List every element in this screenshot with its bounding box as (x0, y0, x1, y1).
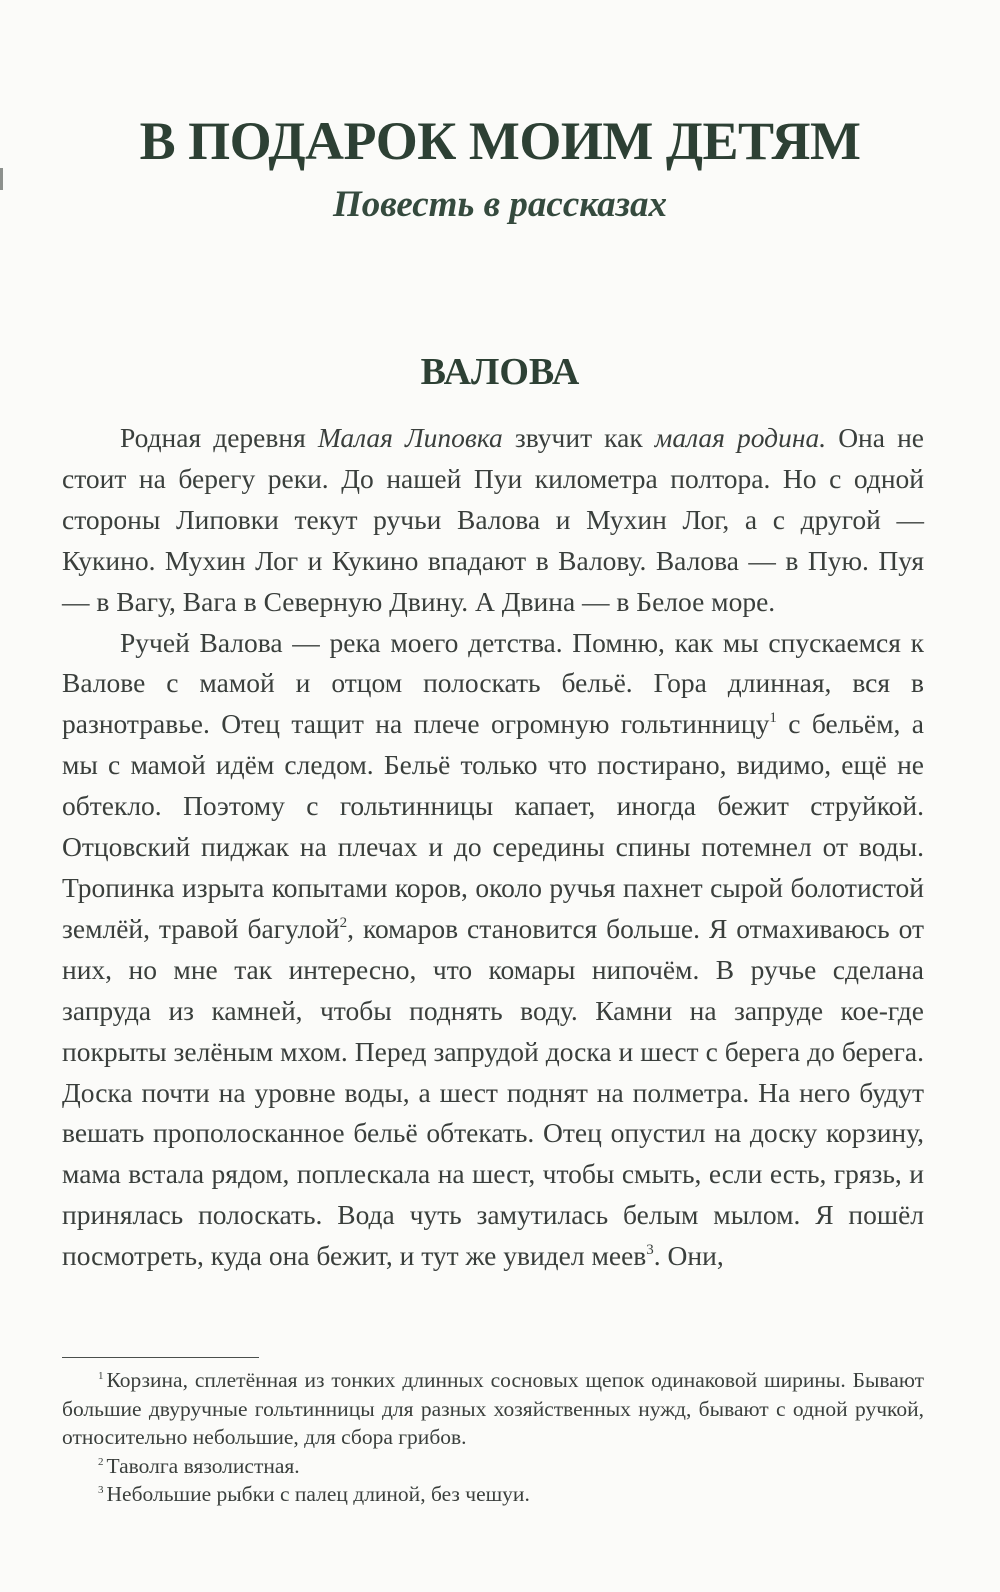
italic-phrase: Малая Липовка (317, 422, 503, 453)
footnote-divider (62, 1357, 259, 1358)
footnotes (62, 1366, 924, 1509)
body-text (62, 418, 924, 1277)
footnote-marker: 1 (98, 1370, 104, 1382)
paragraph-text: Ручей Валова — река моего детства. Помню, как мы спускаемся к Валове с мамой и отцом полоскать бельё. Гора длинная, вся в разнотравье. Отец тащит на плече огромную гольтинницу (62, 626, 924, 740)
paragraph-2 (62, 623, 924, 1278)
footnote-ref[interactable]: 1 (769, 710, 777, 727)
paragraph-text: , комаров становится больше. Я отмахиваюсь от них, но мне так интересно, что комары нипочём. В ручье сделана запруда из камней, чтобы поднять воду. Камни на запруде кое-где покрыты зелёным мхом. Перед запрудой доска и шест с берега до берега. Доска почти на уровне воды, а шест поднят на полметра. На него будут вешать прополосканное бельё обтекать. Отец опустил на доску корзину, мама встала рядом, поплескала на шест, чтобы смыть, если есть, грязь, и принялась полоскать. Вода чуть замутилась белым мылом. Я пошёл посмотреть, куда она бежит, и тут же увидел меев (62, 912, 925, 1272)
footnote-3 (62, 1480, 924, 1509)
italic-phrase: малая родина. (654, 422, 827, 453)
footnote-2 (62, 1452, 924, 1481)
chapter-title: ВАЛОВА (420, 351, 580, 393)
footnote-text: Корзина, сплетённая из тонких длинных сосновых щепок одинаковой ширины. Бывают большие двуручные гольтинницы для разных хозяйственных нужд, бывают с одной ручкой, относительно небольшие, для сбора грибов. (62, 1368, 924, 1449)
footnote-text: Небольшие рыбки с палец длиной, без чешуи. (106, 1482, 530, 1506)
paragraph-text: Родная деревня (120, 422, 318, 453)
paragraph-text: Она не стоит на берегу реки. До нашей Пуи километра полтора. Но с одной стороны Липовки текут ручьи Валова и Мухин Лог, а с другой — Кукино. Мухин Лог и Кукино впадают в Валову. Валова — в Пую. Пуя — в Вагу, Вага в Северную Двину. А Двина — в Белое море. (62, 422, 924, 617)
footnote-marker: 3 (98, 1484, 104, 1496)
footnote-marker: 2 (98, 1455, 104, 1468)
paragraph-text: звучит как (502, 422, 655, 453)
footnote-1 (62, 1366, 924, 1452)
footnote-ref[interactable]: 3 (646, 1242, 654, 1259)
paragraph-text: . Они, (653, 1240, 724, 1272)
book-subtitle: Повесть в рассказах (332, 184, 668, 225)
footnote-text: Таволга вязолистная. (106, 1453, 300, 1478)
paragraph-1 (62, 418, 924, 623)
footnote-ref[interactable]: 2 (339, 914, 348, 931)
paragraph-text: с бельём, а мы с мамой идём следом. Бельё только что постирано, видимо, ещё не обтекло. Поэтому с гольтинницы капает, иногда бежит струйкой. Отцовский пиджак на плечах и до середины спины потемнел от воды. Тропинка изрыта копытами коров, около ручья пахнет сырой болотистой землёй, травой багулой (62, 708, 925, 944)
book-title: В ПОДАРОК МОИМ ДЕТЯМ (139, 111, 861, 171)
